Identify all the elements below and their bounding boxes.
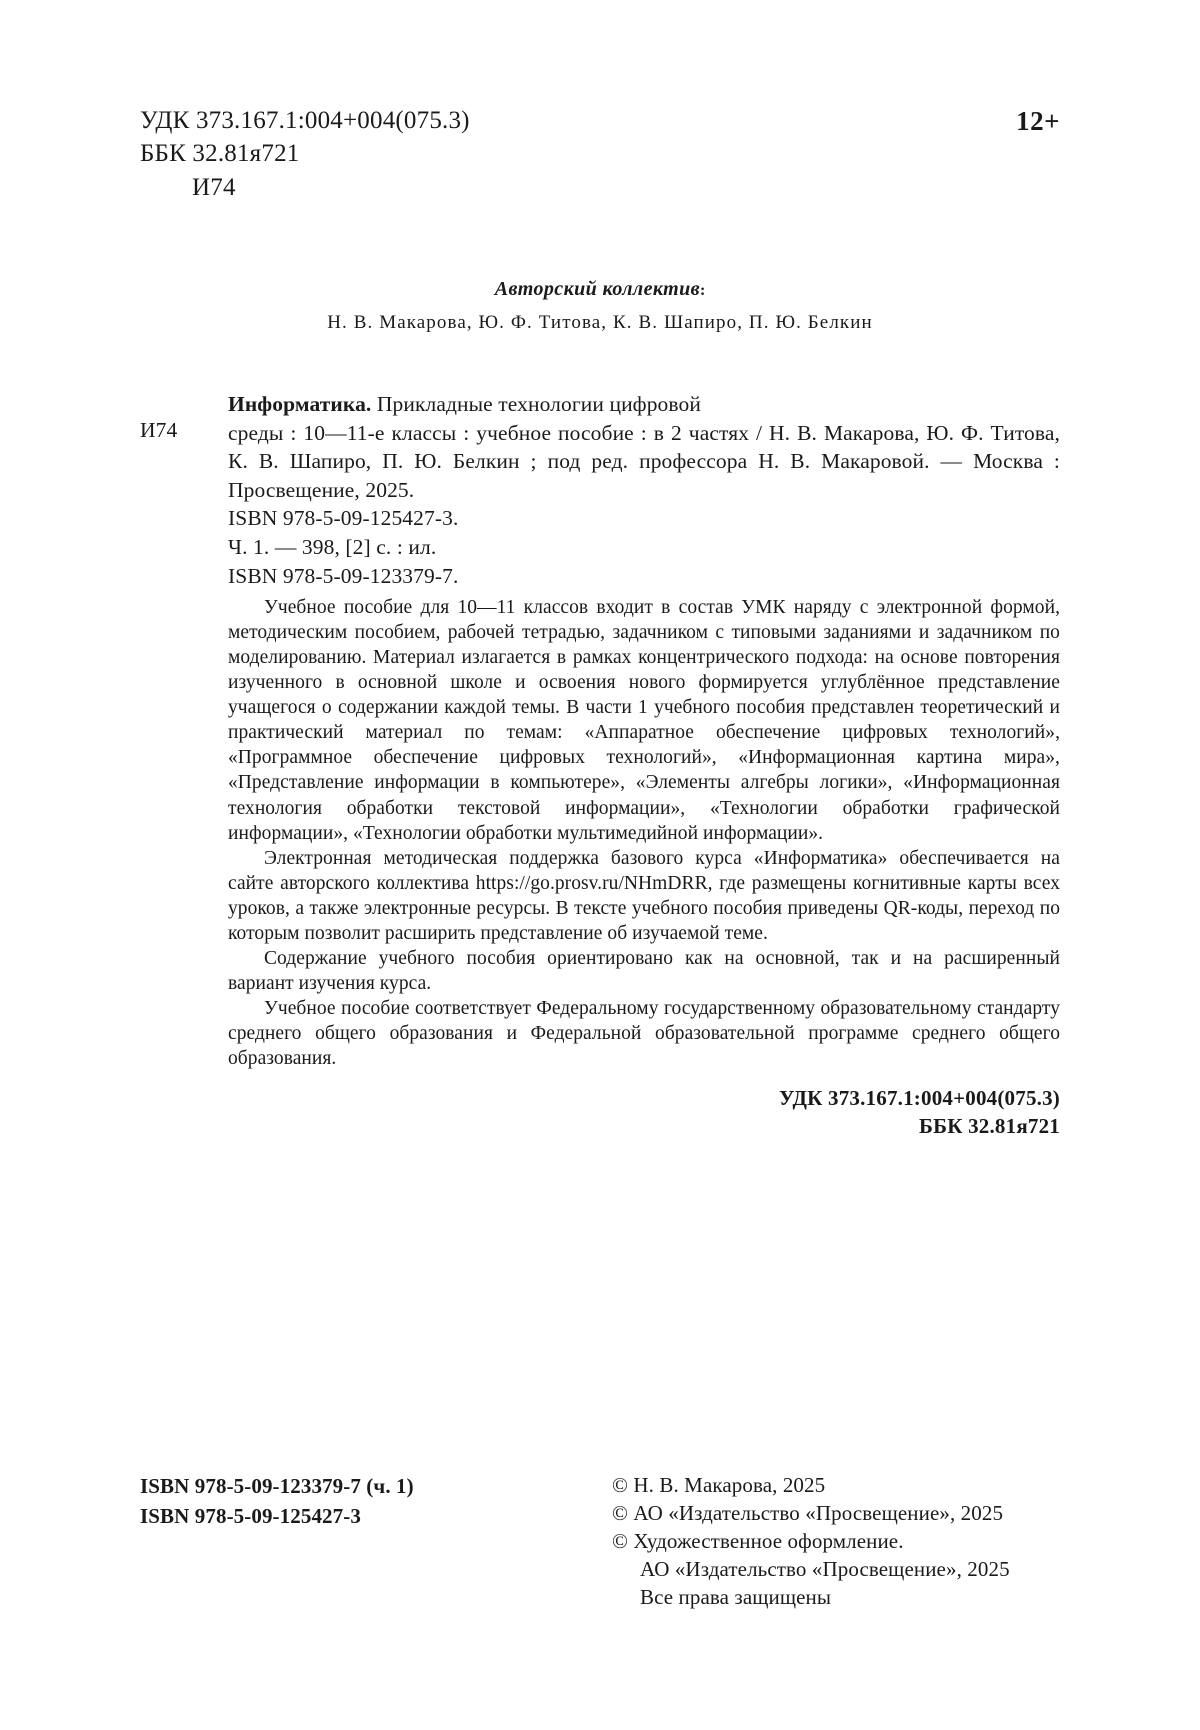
authors-heading-label: Авторский коллектив [494, 278, 700, 300]
footer-isbn-set: ISBN 978-5-09-125427-3 [140, 1503, 361, 1528]
book-title: Информатика. [228, 392, 372, 416]
book-index-code: И74 [192, 173, 236, 201]
udk-code: УДК 373.167.1:004+004(075.3) [140, 107, 470, 134]
authors-block [140, 278, 1060, 334]
footer-isbn-part: ISBN 978-5-09-123379-7 (ч. 1) [140, 1474, 414, 1498]
biblio-subtitle-start: Прикладные технологии цифровой [376, 392, 701, 416]
age-rating-mark: 12+ [1016, 106, 1060, 136]
biblio-index-marker: И74 [140, 418, 178, 442]
copyright-design: © Художественное оформление. [612, 1528, 904, 1553]
rights-reserved: Все права защищены [640, 1584, 832, 1609]
biblio-hanging-block [140, 390, 1060, 504]
bibliographic-record [140, 390, 1060, 1140]
page-footer [140, 1472, 1082, 1612]
footer-isbn-block [140, 1472, 414, 1532]
copyright-publisher: © АО «Издательство «Просвещение», 2025 [612, 1500, 1004, 1525]
classification-codes [140, 104, 470, 204]
copyright-design-publisher: АО «Издательство «Просвещение», 2025 [640, 1556, 1010, 1581]
authors-heading [140, 278, 1060, 301]
isbn-set: ISBN 978-5-09-125427-3. [228, 506, 459, 531]
biblio-record-rest: среды : 10—11-е классы : учебное пособие : в 2 частях / Н. В. Макарова, Ю. Ф. Титова, К. В. Шапиро, П. Ю. Белкин ; под ред. профессора Н. В. Макаровой. — Москва : Просвещение, 2025. [228, 420, 1060, 502]
copyright-author: © Н. В. Макарова, 2025 [612, 1473, 826, 1497]
isbn-part: ISBN 978-5-09-123379-7. [228, 563, 459, 588]
part-volume-info: Ч. 1. — 398, [2] с. : ил. [228, 534, 437, 559]
biblio-body [140, 390, 1060, 504]
bottom-classification-codes [140, 1085, 1060, 1140]
bbk-code-bottom: ББК 32.81я721 [919, 1113, 1060, 1138]
annotation-text [140, 595, 1060, 1071]
annotation-paragraph-4: Учебное пособие соответствует Федеральному государственному образовательному стандарту среднего общего образования и Федеральной образовательной программе среднего общего образования. [228, 997, 1060, 1069]
bbk-code: ББК 32.81я721 [140, 140, 300, 168]
biblio-first-line [228, 390, 1060, 419]
copyright-block [612, 1472, 1082, 1612]
authors-heading-colon: : [699, 282, 706, 299]
annotation-paragraph-3: Содержание учебного пособия ориентировано как на основной, так и на расширенный вариант изучения курса. [228, 947, 1060, 994]
annotation-paragraph-1: Учебное пособие для 10—11 классов входит в состав УМК наряду с электронной формой, методическим пособием, рабочей тетрадью, задачником с типовыми заданиями и задачником по моделированию. Материал излагается в рамках концентрического подхода: на основе повторения изученного в основной школе и освоения нового формируется углублённое представление учащегося о содержании каждой темы. В части 1 учебного пособия представлен теоретический и практический материал по темам: «Аппаратное обеспечение цифровых технологий», «Программное обеспечение цифровых технологий», «Информационная картина мира», «Представление информации в компьютере», «Элементы алгебры логики», «Информационная технология обработки текстовой информации», «Технологии обработки графической информации», «Технологии обработки мультимедийной информации». [228, 597, 1060, 844]
annotation-paragraph-2: Электронная методическая поддержка базового курса «Информатика» обеспечивается на сайте авторского коллектива https://go.prosv.ru/NHmDRR, где размещены когнитивные карты всех уроков, а также электронные ресурсы. В тексте учебного пособия приведены QR-коды, переход по которым позволит расширить представление об изучаемой теме. [228, 847, 1060, 944]
authors-names: Н. В. Макарова, Ю. Ф. Титова, К. В. Шапиро, П. Ю. Белкин [327, 312, 873, 333]
udk-code-bottom: УДК 373.167.1:004+004(075.3) [778, 1086, 1060, 1111]
isbn-block [140, 504, 1060, 590]
